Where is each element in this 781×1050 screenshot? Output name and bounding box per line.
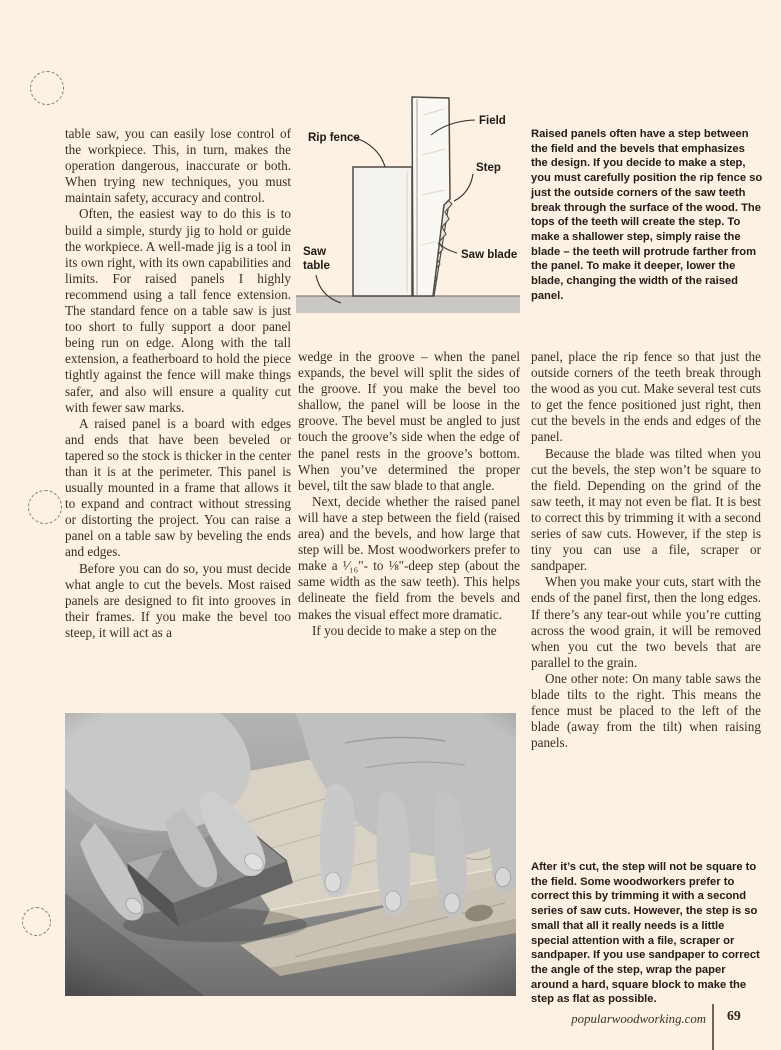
body-paragraph: table saw, you can easily lose control of the workpiece. This, in turn, makes the operation dangerous, inaccurate or both. When trying new techniques, you must maintain safety, accuracy and control. [65,126,291,206]
page-number: 69 [727,1008,741,1023]
body-paragraph: One other note: On many table saws the blade tilts to the right. This means the fence must be placed to the left of the blade (away from the tilt) when raising panels. [531,670,761,751]
diagram-label-step: Step [476,162,501,174]
sanding-step-photo [65,713,516,996]
body-column-middle [298,349,520,639]
body-paragraph: When you make your cuts, start with the ends of the panel first, then the long edges. If there’s any tear-out while you’re cutting across the wood grain, it will be removed when you cut the two bevels that are parallel to the grain. [531,574,761,670]
footer-website: popularwoodworking.com [571,1012,706,1026]
diagram-label-saw-table: table [303,260,330,272]
rip-fence-shape [353,167,412,296]
diagram-label-rip-fence: Rip fence [308,132,360,144]
body-paragraph: Often, the easiest way to do this is to build a simple, sturdy jig to hold or guide the workpiece. A well-made jig is a tool in its own right, with its own capabilities and limits. For raised panels I highly recommend using a tall fence extension. The standard fence on a table saw is just too short to fully support a door panel being run on edge. Along with the tall extension, a featherboard to hold the piece tightly against the fence will make things safer, and also will ensure a quality cut with fewer saw marks. [65,206,291,415]
photo-vignette [65,713,516,996]
diagram-label-field: Field [479,115,506,127]
body-paragraph: panel, place the rip fence so that just the outside corners of the teeth break through the wood as you cut. Make several test cuts to get the fence positioned just right, then cut the bevels in the ends and edges of the panel. [531,349,761,445]
registration-circle [22,907,51,936]
body-paragraph: wedge in the groove – when the panel expands, the bevel will split the sides of the groove. If you make the bevel too shallow, the panel will be loose in the groove. The bevel must be angled to just touch the groove’s side when the edge of the panel rests in the groove’s bottom. When you’ve determined the proper bevel, tilt the saw blade to that angle. [298,349,520,493]
body-paragraph: Next, decide whether the raised panel will have a step between the field (raised area) and the bevels, and how large that step will be. Most woodworkers prefer to make a ¹⁄₁₆"- to ⅛"-deep step (about the same width as the saw teeth). This helps delineate the field from the bevels and makes the visual effect more dramatic. [298,493,520,622]
registration-circle [30,71,64,105]
body-paragraph: Before you can do so, you must decide what angle to cut the bevels. Most raised panels are designed to fit into grooves in their frames. If you make the bevel too steep, it will act as a [65,560,291,640]
diagram-caption: Raised panels often have a step between the field and the bevels that emphasizes the design. If you decide to make a step, you must carefully position the rip fence so just the outside corners of the saw teeth break through the surface of the wood. The tops of the teeth will create the step. To make a shallower step, simply raise the blade – the teeth will protrude farther from the panel. To make it deeper, lower the blade, changing the width of the raised panel. [531,128,763,302]
saw-table-shape [296,296,520,313]
saw-setup-diagram [296,95,520,313]
diagram-label-saw-table: Saw [303,246,327,258]
body-column-left [65,126,291,641]
footer-divider [712,1004,714,1050]
body-column-right [531,349,761,751]
body-paragraph: If you decide to make a step on the [312,622,497,638]
leader-step [454,174,473,201]
body-paragraph: Because the blade was tilted when you cut the bevels, the step won’t be square to the field. Depending on the grind of the saw teeth, it may not even be flat. It is best to correct this by trimming it with a second series of saw cuts. However, if the step is tiny you can use a file, scraper or sandpaper. [531,445,761,574]
diagram-label-saw-blade: Saw blade [461,249,518,261]
body-paragraph: A raised panel is a board with edges and ends that have been beveled or tapered so the stock is thicker in the center than it is at the perimeter. This panel is usually mounted in a frame that allows it to expand and contract without stressing or distorting the project. You can raise a panel on a table saw by beveling the ends and edges. [65,415,291,560]
registration-circle [28,490,62,524]
photo-caption: After it’s cut, the step will not be square to the field. Some woodworkers prefer to correct this by trimming it with a second series of saw cuts. However, the step is so small that all it really needs is a little special attention with a file, scraper or sandpaper. If you use sandpaper to correct the angle of the step, wrap the paper around a hard, square block to make the step as flat as possible. [531,861,760,1006]
